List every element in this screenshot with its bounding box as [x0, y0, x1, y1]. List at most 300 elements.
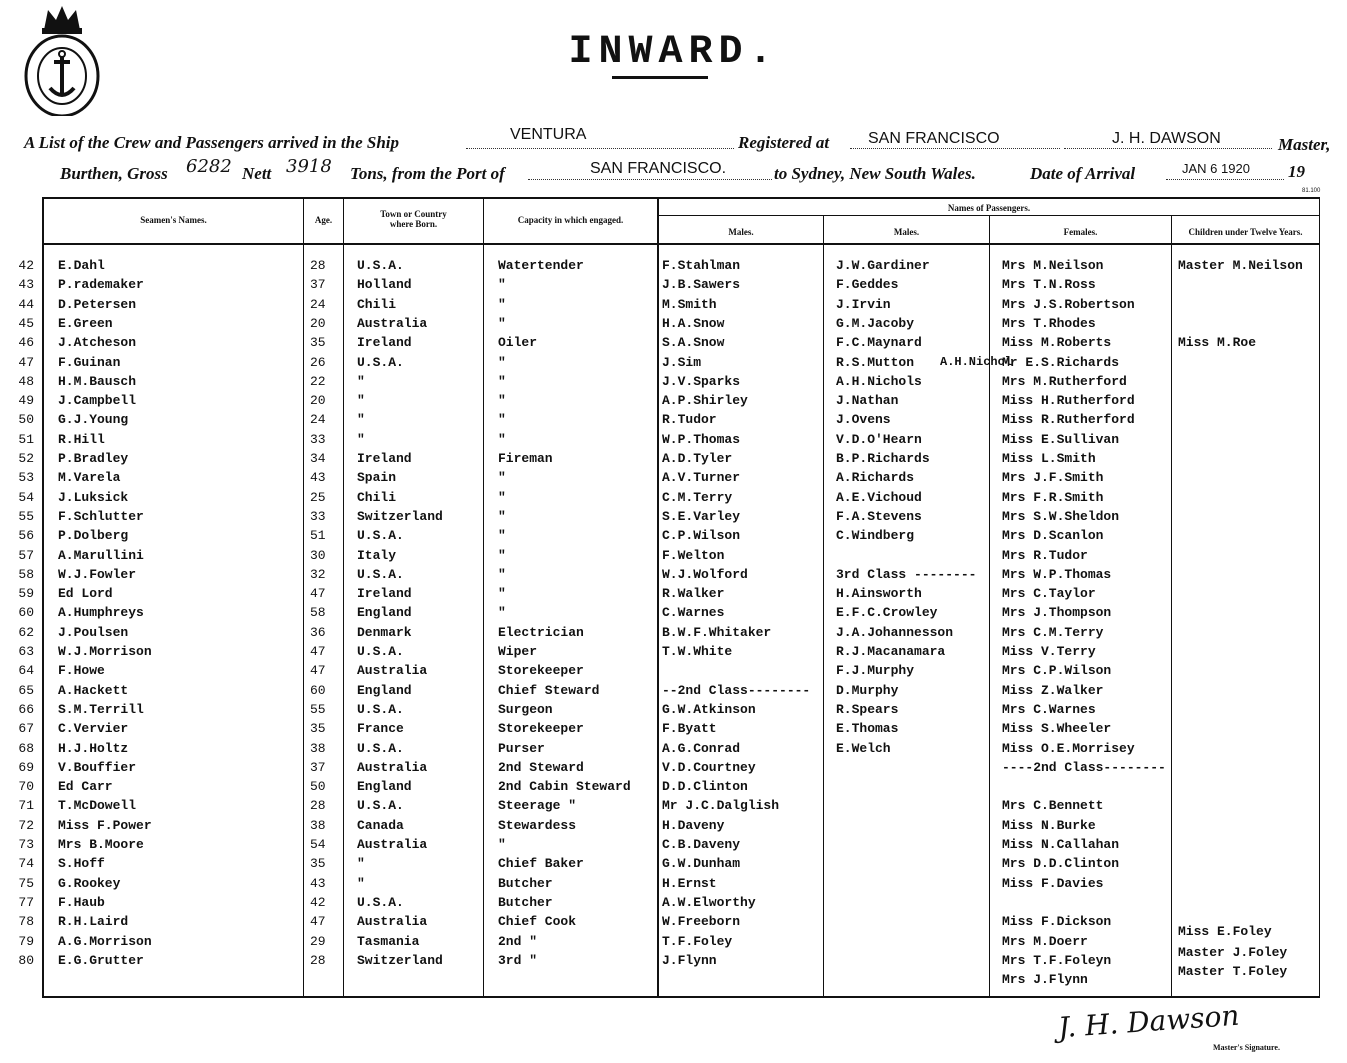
- female-passenger: Mrs S.W.Sheldon: [1002, 508, 1120, 524]
- crew-birthplace: U.S.A.: [357, 644, 404, 659]
- crew-row-number: 56: [18, 528, 34, 544]
- crew-age: 38: [310, 740, 326, 756]
- crew-birthplace: Chili: [357, 489, 397, 505]
- crew-row-number: 68: [18, 740, 34, 756]
- male-passenger: W.Freeborn: [662, 914, 741, 930]
- crew-age: 51: [310, 528, 326, 544]
- male-passenger: J.Irvin: [836, 296, 891, 312]
- form-reference: 81.100: [1302, 188, 1321, 194]
- col-born: [344, 209, 483, 229]
- child-passenger: Miss E.Foley: [1178, 923, 1272, 939]
- female-passenger: Miss Z.Walker: [1002, 682, 1104, 698]
- male-passenger: C.Warnes: [662, 605, 725, 621]
- crew-capacity: Wiper: [498, 644, 538, 659]
- female-passenger: Mrs C.Bennett: [1002, 798, 1104, 814]
- child-passenger: Master J.Foley: [1178, 945, 1288, 961]
- female-passenger: Miss H.Rutherford: [1002, 393, 1135, 409]
- male-passenger: J.Nathan: [836, 393, 899, 409]
- male-passenger: F.Geddes: [836, 277, 899, 293]
- crew-birthplace: Ireland: [357, 586, 412, 602]
- male-passenger: C.B.Daveny: [662, 837, 741, 852]
- child-passenger: Miss M.Roe: [1178, 335, 1257, 351]
- crew-capacity: 2nd ": [498, 933, 538, 949]
- male-passenger: M.Smith: [662, 296, 717, 312]
- crew-name: A.Marullini: [58, 547, 144, 563]
- crew-capacity: Butcher: [498, 875, 553, 891]
- crew-age: 26: [310, 354, 326, 370]
- crew-age: 35: [310, 335, 326, 351]
- male-passenger: C.Windberg: [836, 528, 915, 544]
- crew-name: E.Green: [58, 315, 113, 331]
- crew-capacity: ": [498, 277, 506, 293]
- male-passenger: J.V.Sparks: [662, 373, 741, 389]
- crew-birthplace: ": [357, 393, 365, 409]
- crew-row-number: 51: [18, 431, 34, 447]
- crew-name: F.Howe: [58, 663, 105, 679]
- child-passenger: Master T.Foley: [1178, 964, 1288, 980]
- master-name: J. H. DAWSON: [1112, 130, 1221, 147]
- crew-age: 42: [310, 894, 326, 910]
- crew-age: 47: [310, 914, 326, 930]
- crew-row-number: 62: [18, 624, 34, 640]
- male-passenger: F.Byatt: [662, 721, 717, 737]
- crew-birthplace: U.S.A.: [357, 894, 404, 910]
- col-passengers: Names of Passengers.: [947, 203, 1031, 213]
- male-passenger: J.W.Gardiner: [836, 258, 930, 273]
- crew-row-number: 59: [18, 586, 34, 602]
- crew-birthplace: Australia: [357, 837, 428, 852]
- crew-age: 37: [310, 759, 326, 775]
- female-passenger: Mrs W.P.Thomas: [1002, 566, 1112, 582]
- male-passenger: J.Ovens: [836, 412, 891, 428]
- crew-age: 36: [310, 624, 326, 640]
- crew-name: J.Campbell: [58, 393, 137, 409]
- female-passenger: Miss V.Terry: [1002, 644, 1096, 659]
- crew-capacity: ": [498, 393, 506, 409]
- crew-age: 25: [310, 489, 326, 505]
- crew-age: 35: [310, 721, 326, 737]
- col-seamen-names: Seamen's Names.: [140, 215, 207, 225]
- crew-birthplace: Ireland: [357, 451, 412, 466]
- crew-birthplace: ": [357, 875, 365, 891]
- female-passenger: Miss F.Davies: [1002, 875, 1104, 891]
- female-passenger: Mrs T.F.Foleyn: [1002, 952, 1112, 968]
- male-passenger: B.P.Richards: [836, 451, 930, 466]
- crew-age: 24: [310, 412, 326, 428]
- crew-name: F.Haub: [58, 894, 105, 910]
- crew-age: 20: [310, 393, 326, 409]
- gross-tons: 6282: [186, 156, 232, 177]
- crew-name: Miss F.Power: [58, 817, 152, 833]
- crew-age: 33: [310, 431, 326, 447]
- male-passenger: F.Welton: [662, 547, 725, 563]
- arrival-date: JAN 6 1920: [1182, 161, 1250, 176]
- crew-row-number: 48: [18, 373, 34, 389]
- female-passenger: Mrs C.P.Wilson: [1002, 663, 1112, 679]
- crew-birthplace: Switzerland: [357, 952, 443, 968]
- crew-name: F.Guinan: [58, 354, 121, 370]
- female-passenger: Mrs J.F.Smith: [1002, 470, 1104, 486]
- crew-birthplace: U.S.A.: [357, 528, 404, 544]
- male-passenger: J.A.Johannesson: [836, 624, 954, 640]
- crew-birthplace: ": [357, 412, 365, 428]
- crew-row-number: 50: [18, 412, 34, 428]
- male-passenger: J.Flynn: [662, 952, 717, 968]
- crew-row-number: 77: [18, 894, 34, 910]
- female-passenger: Mrs R.Tudor: [1002, 547, 1088, 563]
- crew-name: P.Bradley: [58, 451, 129, 466]
- crew-name: Ed Carr: [58, 779, 113, 795]
- col-females: Females.: [1063, 227, 1098, 237]
- male-passenger: R.Spears: [836, 701, 899, 717]
- crew-capacity: Purser: [498, 740, 545, 756]
- male-passenger: T.W.White: [662, 644, 733, 659]
- crew-age: 50: [310, 779, 326, 795]
- crew-birthplace: England: [357, 779, 412, 795]
- crew-name: F.Schlutter: [58, 508, 144, 524]
- crew-row-number: 63: [18, 644, 34, 659]
- crew-name: A.Humphreys: [58, 605, 144, 621]
- male-passenger: H.Ernst: [662, 875, 717, 891]
- crew-name: E.Dahl: [58, 258, 105, 273]
- crew-name: Mrs B.Moore: [58, 837, 144, 852]
- crew-name: M.Varela: [58, 470, 121, 486]
- col-males-1: Males.: [728, 227, 754, 237]
- male-passenger: B.W.F.Whitaker: [662, 624, 772, 640]
- crew-birthplace: France: [357, 721, 404, 737]
- crew-capacity: Butcher: [498, 894, 553, 910]
- female-passenger: Miss E.Sullivan: [1002, 431, 1120, 447]
- crew-age: 47: [310, 586, 326, 602]
- male-passenger: G.W.Dunham: [662, 856, 741, 872]
- crew-row-number: 67: [18, 721, 34, 737]
- tons-label: Tons, from the Port of: [350, 164, 505, 183]
- crew-capacity: 2nd Steward: [498, 759, 584, 775]
- crew-name: J.Poulsen: [58, 624, 129, 640]
- signature-label: Master's Signature.: [1213, 1043, 1280, 1052]
- title-rule: [612, 76, 708, 79]
- crew-capacity: 2nd Cabin Steward: [498, 779, 631, 795]
- crew-name: R.H.Laird: [58, 914, 129, 930]
- male-passenger: S.A.Snow: [662, 335, 725, 351]
- female-passenger: Miss N.Callahan: [1002, 837, 1120, 852]
- crew-capacity: Chief Steward: [498, 682, 600, 698]
- female-passenger: Mrs T.N.Ross: [1002, 277, 1096, 293]
- crew-age: 20: [310, 315, 326, 331]
- male-passenger: C.P.Wilson: [662, 528, 741, 544]
- male-passenger: R.J.Macanamara: [836, 644, 946, 659]
- crew-birthplace: England: [357, 605, 412, 621]
- female-passenger: Mrs M.Rutherford: [1002, 373, 1127, 389]
- crew-capacity: Oiler: [498, 335, 538, 351]
- crew-birthplace: U.S.A.: [357, 354, 404, 370]
- male-passenger: A.V.Turner: [662, 470, 741, 486]
- female-passenger: Miss M.Roberts: [1002, 335, 1112, 351]
- male-passenger: G.W.Atkinson: [662, 701, 756, 717]
- crew-row-number: 49: [18, 393, 34, 409]
- crew-age: 47: [310, 644, 326, 659]
- crew-capacity: Steerage ": [498, 798, 577, 814]
- crew-capacity: ": [498, 566, 506, 582]
- female-passenger: Miss N.Burke: [1002, 817, 1096, 833]
- burthen-label: Burthen, Gross: [60, 164, 168, 183]
- crew-birthplace: Australia: [357, 914, 428, 930]
- male-passenger-overlap: A.H.Nichol: [940, 354, 1013, 369]
- female-passenger: Mrs C.Warnes: [1002, 701, 1096, 717]
- destination-label: to Sydney, New South Wales.: [774, 164, 976, 183]
- female-passenger: Miss S.Wheeler: [1002, 721, 1112, 737]
- male-passenger: A.W.Elworthy: [662, 894, 756, 910]
- crew-row-number: 79: [18, 933, 34, 949]
- crew-capacity: ": [498, 547, 506, 563]
- crew-name: H.M.Bausch: [58, 373, 137, 389]
- crew-birthplace: Australia: [357, 663, 428, 679]
- female-passenger: Mrs M.Doerr: [1002, 933, 1088, 949]
- crew-capacity: ": [498, 373, 506, 389]
- crew-name: H.J.Holtz: [58, 740, 129, 756]
- male-passenger: G.M.Jacoby: [836, 315, 915, 331]
- crew-name: A.Hackett: [58, 682, 129, 698]
- male-passenger: J.B.Sawers: [662, 277, 741, 293]
- male-passenger: F.A.Stevens: [836, 508, 922, 524]
- crew-capacity: Fireman: [498, 451, 553, 466]
- registered-port: SAN FRANCISCO: [868, 130, 1000, 147]
- crew-age: 35: [310, 856, 326, 872]
- male-passenger: F.J.Murphy: [836, 663, 915, 679]
- crew-age: 28: [310, 258, 326, 273]
- list-label: A List of the Crew and Passengers arrived in the Ship: [24, 133, 399, 152]
- col-age: Age.: [314, 215, 333, 225]
- male-passenger: 3rd Class --------: [836, 566, 977, 582]
- male-passenger: R.Tudor: [662, 412, 717, 428]
- female-passenger: Miss R.Rutherford: [1002, 412, 1135, 428]
- crew-name: T.McDowell: [58, 798, 137, 814]
- crew-row-number: 72: [18, 817, 34, 833]
- crew-name: A.G.Morrison: [58, 933, 152, 949]
- crew-row-number: 80: [18, 952, 34, 968]
- crew-age: 43: [310, 875, 326, 891]
- crew-capacity: ": [498, 605, 506, 621]
- crew-row-number: 55: [18, 508, 34, 524]
- crew-birthplace: Italy: [357, 547, 397, 563]
- crew-age: 58: [310, 605, 326, 621]
- crew-name: W.J.Fowler: [58, 566, 137, 582]
- female-passenger: Mrs C.Taylor: [1002, 586, 1096, 602]
- male-passenger: V.D.O'Hearn: [836, 431, 922, 447]
- col-children: Children under Twelve Years.: [1188, 227, 1303, 237]
- crew-row-number: 47: [18, 354, 34, 370]
- col-males-2: Males.: [893, 227, 920, 237]
- master-signature: J. H. Dawson: [1057, 998, 1241, 1045]
- male-passenger: E.Thomas: [836, 721, 899, 737]
- crew-age: 43: [310, 470, 326, 486]
- female-passenger: Mrs D.D.Clinton: [1002, 856, 1120, 872]
- crew-capacity: Stewardess: [498, 817, 577, 833]
- male-passenger: W.J.Wolford: [662, 566, 748, 582]
- crew-age: 54: [310, 837, 326, 852]
- crew-name: G.Rookey: [58, 875, 121, 891]
- crew-name: V.Bouffier: [58, 759, 137, 775]
- crew-name: J.Atcheson: [58, 335, 137, 351]
- crew-capacity: ": [498, 528, 506, 544]
- master-label: Master,: [1278, 135, 1331, 154]
- male-passenger: E.F.C.Crowley: [836, 605, 938, 621]
- crew-row-number: 71: [18, 798, 34, 814]
- male-passenger: H.Ainsworth: [836, 586, 922, 602]
- crew-birthplace: ": [357, 431, 365, 447]
- nett-label: Nett: [242, 164, 272, 183]
- crew-birthplace: England: [357, 682, 412, 698]
- crew-row-number: 66: [18, 701, 34, 717]
- crew-row-number: 43: [18, 277, 34, 293]
- crew-row-number: 78: [18, 914, 34, 930]
- crew-name: S.Hoff: [58, 856, 105, 872]
- crew-row-number: 57: [18, 547, 34, 563]
- crew-age: 28: [310, 798, 326, 814]
- crew-capacity: Storekeeper: [498, 663, 584, 679]
- male-passenger: T.F.Foley: [662, 933, 733, 949]
- crew-row-number: 46: [18, 335, 34, 351]
- crew-birthplace: Tasmania: [357, 933, 420, 949]
- male-passenger: H.A.Snow: [662, 315, 725, 331]
- male-passenger: S.E.Varley: [662, 508, 741, 524]
- male-passenger: H.Daveny: [662, 817, 725, 833]
- female-passenger: Mrs J.Flynn: [1002, 972, 1088, 988]
- male-passenger: R.S.Mutton: [836, 354, 915, 370]
- female-passenger: ----2nd Class--------: [1002, 759, 1166, 775]
- male-passenger: D.Murphy: [836, 682, 899, 698]
- crew-capacity: Chief Baker: [498, 856, 584, 872]
- crew-row-number: 70: [18, 779, 34, 795]
- crew-name: P.rademaker: [58, 277, 144, 293]
- crew-row-number: 65: [18, 682, 34, 698]
- female-passenger: Mrs D.Scanlon: [1002, 528, 1104, 544]
- crew-capacity: ": [498, 296, 506, 312]
- male-passenger: W.P.Thomas: [662, 431, 741, 447]
- crew-row-number: 42: [18, 258, 34, 273]
- from-port: SAN FRANCISCO.: [590, 160, 727, 177]
- crew-age: 28: [310, 952, 326, 968]
- female-passenger: Mrs F.R.Smith: [1002, 489, 1104, 505]
- crew-birthplace: U.S.A.: [357, 798, 404, 814]
- crew-capacity: ": [498, 412, 506, 428]
- crew-capacity: ": [498, 470, 506, 486]
- crew-birthplace: U.S.A.: [357, 566, 404, 582]
- female-passenger: Mrs J.S.Robertson: [1002, 296, 1135, 312]
- male-passenger: C.M.Terry: [662, 489, 733, 505]
- male-passenger: F.Stahlman: [662, 258, 741, 273]
- male-passenger: Mr J.C.Dalglish: [662, 798, 780, 814]
- female-passenger: Mrs C.M.Terry: [1002, 624, 1104, 640]
- crew-name: R.Hill: [58, 431, 105, 447]
- crew-age: 24: [310, 296, 326, 312]
- male-passenger: R.Walker: [662, 586, 725, 602]
- female-passenger: Miss F.Dickson: [1002, 914, 1112, 930]
- crew-name: D.Petersen: [58, 296, 137, 312]
- crew-capacity: Watertender: [498, 258, 584, 273]
- male-passenger: --2nd Class--------: [662, 682, 811, 698]
- crew-name: J.Luksick: [58, 489, 129, 505]
- crew-capacity: ": [498, 837, 506, 852]
- crew-age: 34: [310, 451, 326, 466]
- crew-age: 38: [310, 817, 326, 833]
- crew-birthplace: Australia: [357, 315, 428, 331]
- registered-label: Registered at: [738, 133, 830, 152]
- crew-birthplace: ": [357, 373, 365, 389]
- male-passenger: A.E.Vichoud: [836, 489, 922, 505]
- arrival-label: Date of Arrival: [1030, 164, 1136, 183]
- male-passenger: D.D.Clinton: [662, 779, 748, 795]
- child-passenger: Master M.Neilson: [1178, 258, 1303, 273]
- crew-row-number: 73: [18, 837, 34, 852]
- crew-age: 37: [310, 277, 326, 293]
- male-passenger: A.P.Shirley: [662, 393, 748, 409]
- crew-birthplace: Holland: [357, 277, 412, 293]
- crew-age: 32: [310, 566, 326, 582]
- crew-age: 29: [310, 933, 326, 949]
- crew-capacity: ": [498, 489, 506, 505]
- crew-name: S.M.Terrill: [58, 701, 144, 717]
- crew-row-number: 74: [18, 856, 34, 872]
- crew-birthplace: ": [357, 856, 365, 872]
- crew-row-number: 44: [18, 296, 34, 312]
- crew-age: 33: [310, 508, 326, 524]
- crew-capacity: 3rd ": [498, 952, 538, 968]
- female-passenger: Mr E.S.Richards: [1002, 354, 1120, 370]
- crew-row-number: 75: [18, 875, 34, 891]
- female-passenger: Mrs J.Thompson: [1002, 605, 1112, 621]
- crew-age: 60: [310, 682, 326, 698]
- male-passenger: F.C.Maynard: [836, 335, 922, 351]
- crew-birthplace: Denmark: [357, 624, 412, 640]
- crew-name: C.Vervier: [58, 721, 129, 737]
- crew-birthplace: Switzerland: [357, 508, 443, 524]
- male-passenger: A.Richards: [836, 470, 915, 486]
- ship-name: VENTURA: [510, 126, 587, 143]
- crew-name: W.J.Morrison: [58, 644, 152, 659]
- crew-birthplace: U.S.A.: [357, 740, 404, 756]
- male-passenger: J.Sim: [662, 354, 702, 370]
- col-capacity: Capacity in which engaged.: [517, 215, 624, 225]
- crew-name: E.G.Grutter: [58, 952, 144, 968]
- crew-birthplace: U.S.A.: [357, 701, 404, 717]
- crew-capacity: ": [498, 508, 506, 524]
- female-passenger: Miss L.Smith: [1002, 451, 1096, 466]
- crew-row-number: 69: [18, 759, 34, 775]
- crew-capacity: ": [498, 431, 506, 447]
- crew-name: P.Dolberg: [58, 528, 129, 544]
- female-passenger: Mrs T.Rhodes: [1002, 315, 1096, 331]
- female-passenger: Mrs M.Neilson: [1002, 258, 1104, 273]
- crew-capacity: Surgeon: [498, 701, 553, 717]
- male-passenger: A.G.Conrad: [662, 740, 741, 756]
- crew-birthplace: Australia: [357, 759, 428, 775]
- crew-birthplace: Chili: [357, 296, 397, 312]
- crew-age: 22: [310, 373, 326, 389]
- crew-birthplace: U.S.A.: [357, 258, 404, 273]
- crew-capacity: Electrician: [498, 624, 584, 640]
- crew-capacity: ": [498, 315, 506, 331]
- col-born-line2: where Born.: [389, 219, 438, 229]
- year-suffix: 19: [1288, 162, 1305, 181]
- crew-birthplace: Canada: [357, 817, 404, 833]
- crew-row-number: 52: [18, 451, 34, 466]
- crew-age: 55: [310, 701, 326, 717]
- crew-row-number: 58: [18, 566, 34, 582]
- col-born-line1: Town or Country: [380, 209, 447, 219]
- nett-tons: 3918: [286, 156, 332, 177]
- crew-row-number: 60: [18, 605, 34, 621]
